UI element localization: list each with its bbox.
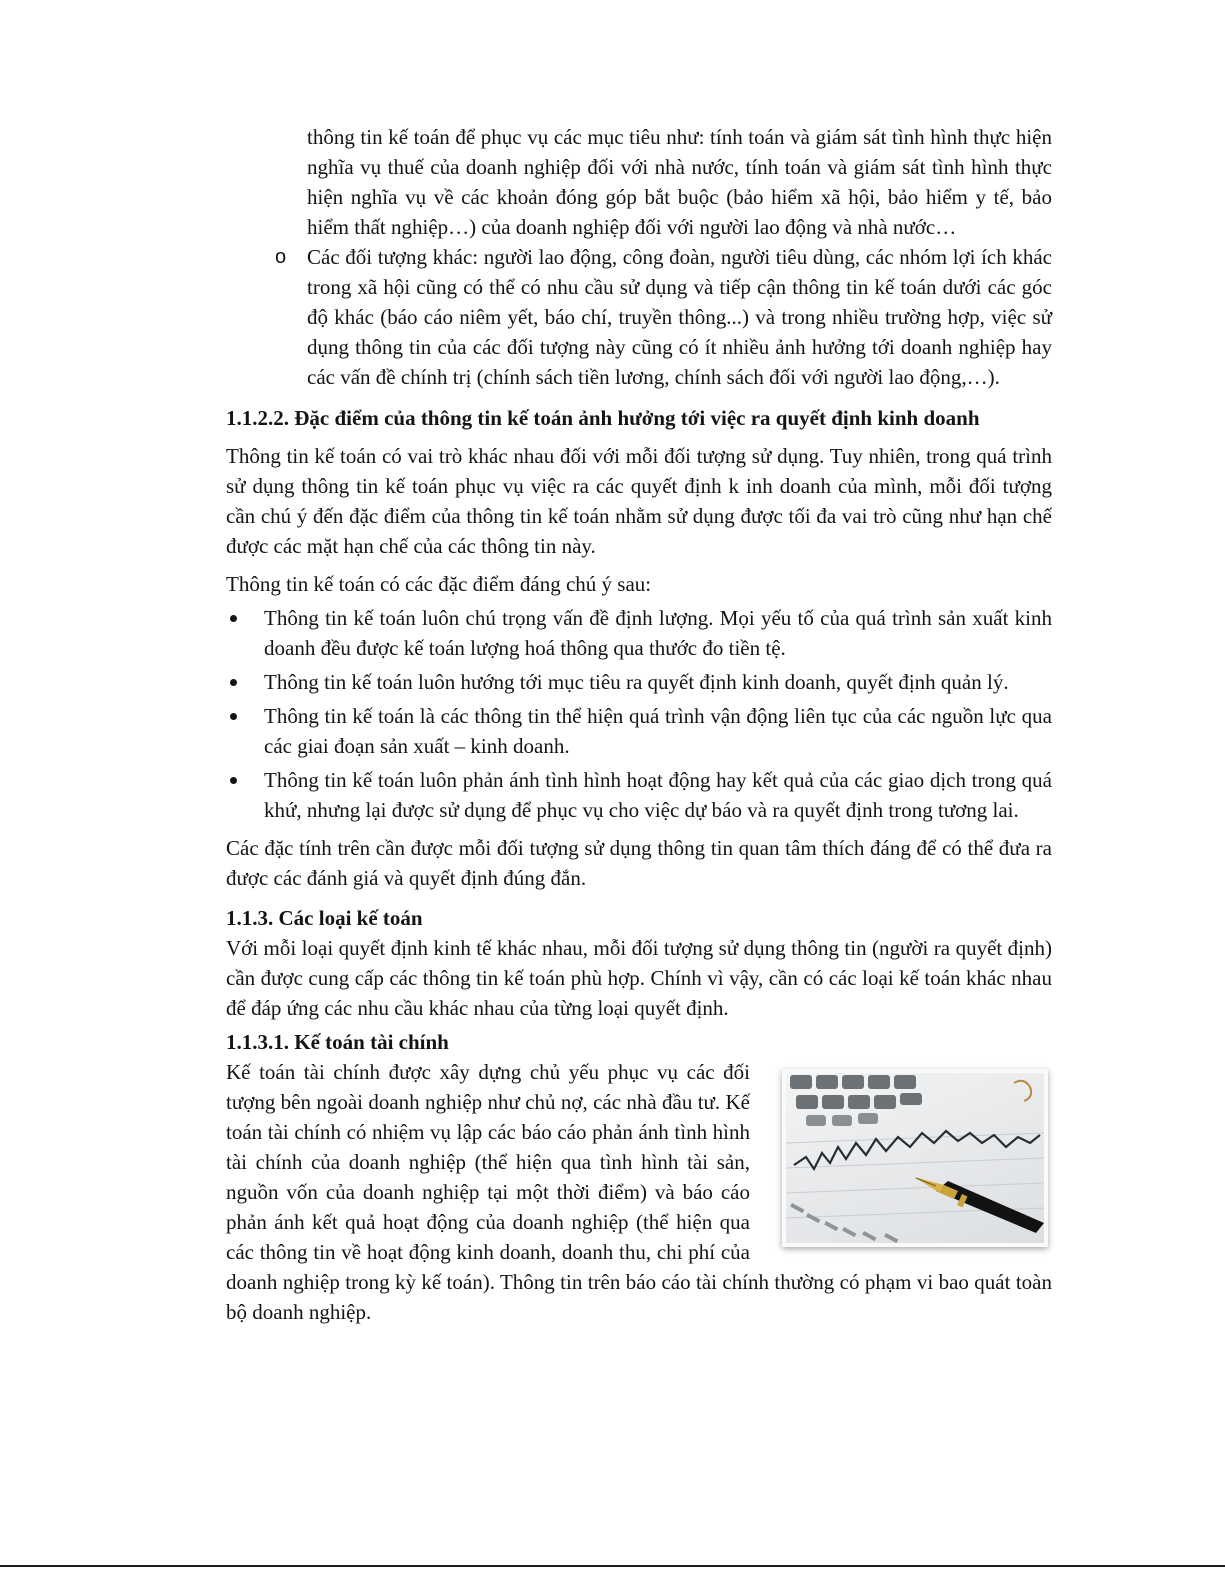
finance-chart-pen-photo-icon xyxy=(782,1069,1048,1247)
list-item xyxy=(226,765,1052,825)
paragraph-role-of-info: Thông tin kế toán có vai trò khác nhau đối với mỗi đối tượng sử dụng. Tuy nhiên, trong quá trình sử dụng thông tin kế toán phục vụ việc ra các quyết định k inh doanh của mình, mỗi đối tượng cần chú ý đến đặc điểm của thông tin kế toán nhằm sử dụng được tối đa vai trò cũng như hạn chế được các mặt hạn chế của các thông tin này. xyxy=(226,444,1052,558)
paragraph-characteristics-intro: Thông tin kế toán có các đặc điểm đáng chú ý sau: xyxy=(226,572,652,596)
list-item xyxy=(226,667,1052,697)
paragraph-accounting-types: Với mỗi loại quyết định kinh tế khác nhau, mỗi đối tượng sử dụng thông tin (người ra quyết định) cần được cung cấp các thông tin kế toán phù hợp. Chính vì vậy, cần có các loại kế toán khác nhau để đáp ứng các nhu cầu khác nhau của từng loại quyết định. xyxy=(226,936,1052,1020)
list-item xyxy=(226,603,1052,663)
paragraph-conclusion: Các đặc tính trên cần được mỗi đối tượng sử dụng thông tin quan tâm thích đáng để có thể đưa ra được các đánh giá và quyết định đúng đắn. xyxy=(226,836,1052,890)
page-content xyxy=(226,122,1052,1327)
heading-1-1-3: 1.1.3. Các loại kế toán xyxy=(226,906,423,930)
bullet-dot-icon xyxy=(230,713,237,720)
page-bottom-border xyxy=(0,1565,1225,1567)
sub-list-item-other-users xyxy=(275,242,1052,392)
bullet-dot-icon xyxy=(230,679,237,686)
list-item-text: Thông tin kế toán là các thông tin thể hiện quá trình vận động liên tục của các nguồn lực qua các giai đoạn sản xuất – kinh doanh. xyxy=(264,704,1052,758)
heading-1-1-2-2: 1.1.2.2. Đặc điểm của thông tin kế toán ảnh hưởng tới việc ra quyết định kinh doanh xyxy=(226,406,980,430)
continued-paragraph: thông tin kế toán để phục vụ các mục tiêu như: tính toán và giám sát tình hình thực hiện nghĩa vụ thuế của doanh nghiệp đối với nhà nước, tính toán và giám sát tình hình thực hiện nghĩa vụ về các khoản đóng góp bắt buộc (bảo hiểm xã hội, bảo hiểm y tế, bảo hiểm thất nghiệp…) của doanh nghiệp đối với người lao động và nhà nước… xyxy=(307,125,1052,239)
paragraph-financial-accounting: Kế toán tài chính được xây dựng chủ yếu phục vụ các đối tượng bên ngoài doanh nghiệp như chủ nợ, các nhà đầu tư. Kế toán tài chính có nhiệm vụ lập các báo cáo phản ánh tình hình tài chính của doanh nghiệp (thể hiện qua tình hình tài sản, nguồn vốn của doanh nghiệp tại một thời điểm) và báo cáo phản ánh kết quả hoạt động của doanh nghiệp (thể hiện qua các thông tin về hoạt động kinh doanh, doanh thu, chi phí của doanh nghiệp trong kỳ kế toán). Thông tin trên báo cáo tài chính thường có phạm vi bao quát toàn bộ doanh nghiệp. xyxy=(226,1060,1052,1324)
calculator-keys xyxy=(790,1075,922,1126)
sub-list-item-text: Các đối tượng khác: người lao động, công đoàn, người tiêu dùng, các nhóm lợi ích khác trong xã hội cũng có thể có nhu cầu sử dụng và tiếp cận thông tin kế toán dưới các góc độ khác (báo cáo niêm yết, báo chí, truyền thông...) và trong nhiều trường hợp, việc sử dụng thông tin của các đối tượng này cũng có ít nhiều ảnh hưởng tới doanh nghiệp hay các vấn đề chính trị (chính sách tiền lương, chính sách đối với người lao động,…). xyxy=(307,245,1052,389)
finance-photo-figure xyxy=(772,1065,1052,1255)
list-item-text: Thông tin kế toán luôn hướng tới mục tiêu ra quyết định kinh doanh, quyết định quản lý. xyxy=(264,670,1009,694)
bullet-dot-icon xyxy=(230,777,237,784)
table-figures xyxy=(790,1203,898,1243)
bullet-dot-icon xyxy=(230,615,237,622)
characteristics-list xyxy=(226,603,1052,825)
finance-photo-illustration xyxy=(786,1073,1044,1243)
list-item-text: Thông tin kế toán luôn phản ánh tình hình hoạt động hay kết quả của các giao dịch trong quá khứ, nhưng lại được sử dụng để phục vụ cho việc dự báo và ra quyết định trong tương lai. xyxy=(264,768,1052,822)
circle-bullet-icon: o xyxy=(275,246,287,268)
list-item-text: Thông tin kế toán luôn chú trọng vấn đề định lượng. Mọi yếu tố của quá trình sản xuất kinh doanh đều được kế toán lượng hoá thông qua thước đo tiền tệ. xyxy=(264,606,1052,660)
list-item xyxy=(226,701,1052,761)
heading-1-1-3-1: 1.1.3.1. Kế toán tài chính xyxy=(226,1030,449,1054)
